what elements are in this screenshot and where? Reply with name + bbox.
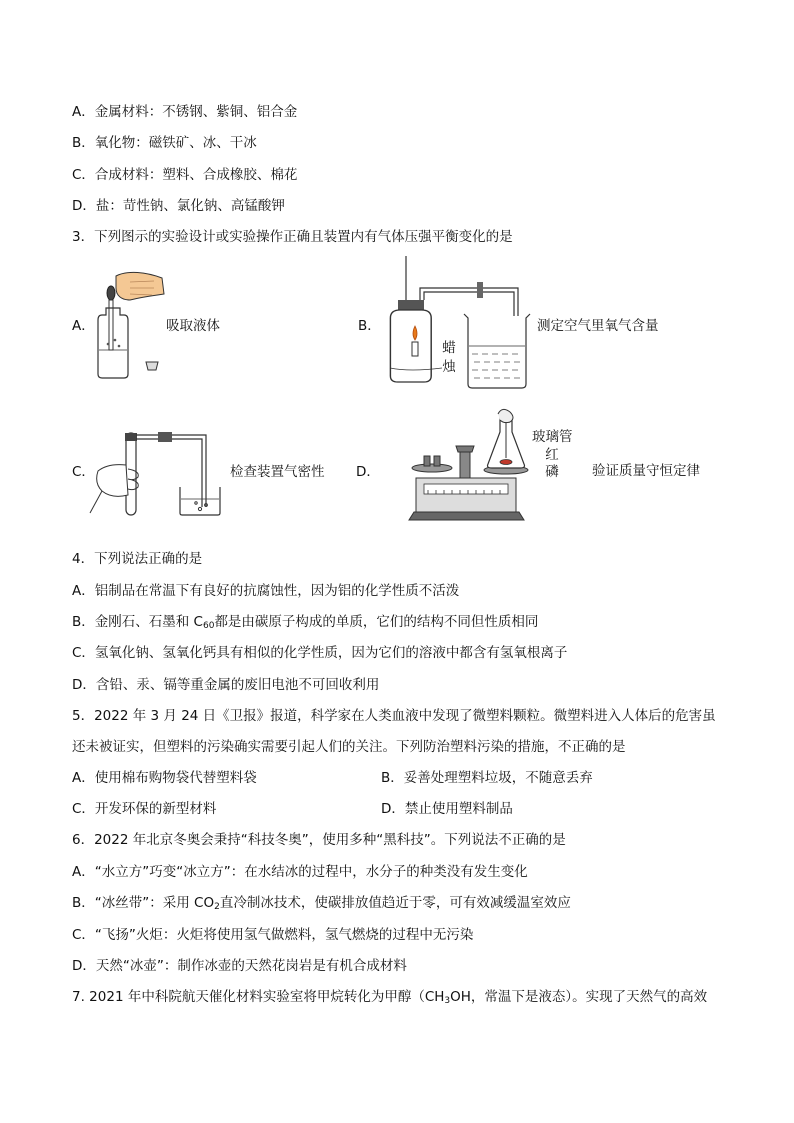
q6-option-d: D．天然“冰壶”：制作冰壶的天然花岗岩是有机合成材料 [72, 958, 407, 974]
q6-stem: 6．2022 年北京冬奥会秉持“科技冬奥”，使用多种“黑科技”。下列说法不正确的是 [72, 832, 566, 848]
q5-stem-line1: 5．2022 年 3 月 24 日《卫报》报道，科学家在人类血液中发现了微塑料颗粒。微塑料进入人体后的危害虽 [72, 708, 716, 724]
q3-b-letter: B． [358, 318, 381, 334]
q6-option-c: C．“飞扬”火炬：火炬将使用氢气做燃料，氢气燃烧的过程中无污染 [72, 927, 474, 943]
q3-d-letter: D． [356, 464, 380, 480]
q7-stem: 7. 2021 年中科院航天催化材料实验室将甲烷转化为甲醇（$CH_3OH$，常温下是液态）。实现了天然气的高效 [72, 989, 708, 1006]
q3-d-label-lin: 磷 [545, 464, 559, 480]
q4-option-b: B．金刚石、石墨和 $C_{60}$都是由碳原子构成的单质，它们的结构不同但性质相同 [72, 614, 539, 631]
q5-option-d: D．禁止使用塑料制品 [381, 801, 513, 817]
dropper-figure [94, 270, 169, 385]
q6-option-b: B．“冰丝带”：采用 $CO_2$直冷制冰技术，使碳排放值趋近于零，可有效减缓温室效应 [72, 895, 571, 912]
q3-c-caption: 检查装置气密性 [230, 464, 325, 480]
beaker-figure [462, 312, 532, 390]
q2-option-c: C．合成材料：塑料、合成橡胶、棉花 [72, 167, 298, 183]
q4-stem: 4．下列说法正确的是 [72, 551, 203, 567]
q3-a-caption: 吸取液体 [166, 318, 220, 334]
q3-a-letter: A． [72, 318, 95, 334]
q3-b-label-zhu: 烛 [442, 359, 456, 375]
q3-d-label-glass: 玻璃管 [532, 429, 573, 445]
q2-option-b: B．氧化物：磁铁矿、冰、干冰 [72, 135, 257, 151]
q2-option-d: D．盐：苛性钠、氯化钠、高锰酸钾 [72, 198, 285, 214]
balance-figure [404, 408, 529, 522]
q3-d-label-hong: 红 [545, 447, 559, 463]
q4-option-d: D．含铅、汞、镉等重金属的废旧电池不可回收利用 [72, 677, 380, 693]
q5-option-a: A．使用棉布购物袋代替塑料袋 [72, 770, 257, 786]
q3-d-caption: 验证质量守恒定律 [592, 463, 700, 479]
airtightness-figure [88, 425, 223, 520]
q5-stem-line2: 还未被证实，但塑料的污染确实需要引起人们的关注。下列防治塑料污染的措施，不正确的是 [72, 739, 626, 755]
q2-option-a: A．金属材料：不锈钢、紫铜、铝合金 [72, 104, 298, 120]
q3-c-letter: C． [72, 464, 95, 480]
q5-option-c: C．开发环保的新型材料 [72, 801, 217, 817]
q3-b-caption: 测定空气里氧气含量 [537, 318, 659, 334]
q3-stem: 3．下列图示的实验设计或实验操作正确且装置内有气体压强平衡变化的是 [72, 229, 513, 245]
q4-option-a: A．铝制品在常温下有良好的抗腐蚀性，因为铝的化学性质不活泼 [72, 583, 460, 599]
q3-b-label-la: 蜡 [442, 340, 456, 356]
q4-option-c: C．氢氧化钠、氢氧化钙具有相似的化学性质，因为它们的溶液中都含有氢氧根离子 [72, 645, 568, 661]
q6-option-a: A．“水立方”巧变“冰立方”：在水结冰的过程中，水分子的种类没有发生变化 [72, 864, 528, 880]
q5-option-b: B．妥善处理塑料垃圾，不随意丢弃 [381, 770, 593, 786]
